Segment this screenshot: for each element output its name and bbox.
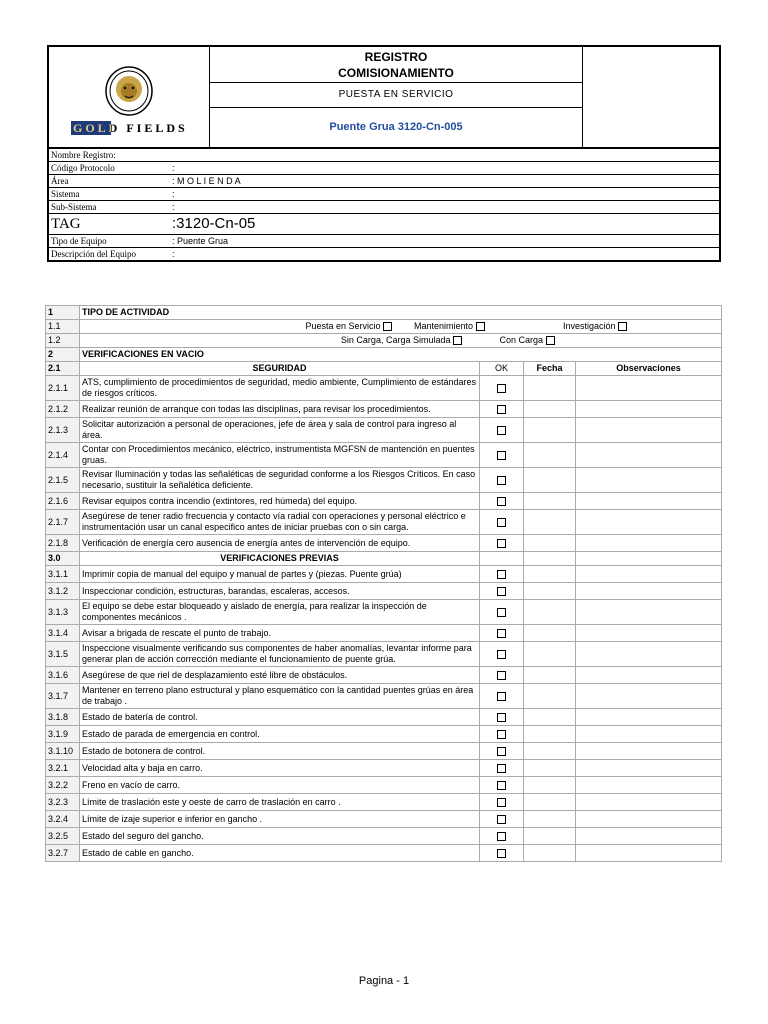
column-header-ok: OK	[480, 362, 524, 376]
fecha-cell[interactable]	[524, 600, 576, 625]
observaciones-cell[interactable]	[576, 376, 722, 401]
ok-cell	[480, 828, 524, 845]
fecha-cell[interactable]	[524, 401, 576, 418]
activity-options-row	[80, 320, 722, 334]
fecha-cell[interactable]	[524, 376, 576, 401]
ok-cell	[480, 667, 524, 684]
ok-checkbox[interactable]	[497, 539, 506, 548]
observaciones-cell[interactable]	[576, 625, 722, 642]
fecha-cell[interactable]	[524, 743, 576, 760]
title-line1: REGISTRO	[364, 49, 428, 64]
checklist-row	[46, 625, 722, 642]
fecha-cell[interactable]	[524, 828, 576, 845]
ok-cell	[480, 684, 524, 709]
checklist	[45, 305, 722, 862]
ok-checkbox[interactable]	[497, 405, 506, 414]
info-label: Sistema	[48, 188, 170, 201]
ok-cell	[480, 443, 524, 468]
info-row	[48, 235, 720, 248]
ok-checkbox[interactable]	[497, 671, 506, 680]
info-label: Área	[48, 175, 170, 188]
observaciones-cell[interactable]	[576, 667, 722, 684]
checklist-row	[46, 376, 722, 401]
item-text: Inspeccione visualmente verificando sus componentes de haber anomalías, levantar informe para generar plan de acción corrección mediante el funcionamiento de puente grúa.	[80, 642, 480, 667]
ok-checkbox[interactable]	[497, 497, 506, 506]
item-number: 3.1.8	[46, 709, 80, 726]
info-table	[47, 149, 721, 262]
ok-cell	[480, 777, 524, 794]
blank-cell	[480, 552, 524, 566]
ok-checkbox[interactable]	[497, 832, 506, 841]
ok-checkbox[interactable]	[497, 747, 506, 756]
item-number: 2.1.2	[46, 401, 80, 418]
info-value[interactable]	[170, 149, 720, 162]
ok-checkbox[interactable]	[497, 476, 506, 485]
item-text: Mantener en terreno plano estructural y plano esquemático con la cantidad puentes grúas en área de trabajo .	[80, 684, 480, 709]
info-value[interactable]: :3120-Cn-05	[170, 214, 720, 235]
fecha-cell[interactable]	[524, 794, 576, 811]
item-text: Inspeccionar condición, estructuras, barandas, escaleras, accesos.	[80, 583, 480, 600]
item-text: Contar con Procedimientos mecánico, eléctrico, instrumentista MGFSN de mantención en puentes gruas.	[80, 443, 480, 468]
ok-cell	[480, 583, 524, 600]
ok-cell	[480, 600, 524, 625]
equipment-name: Puente Grua 3120-Cn-005	[210, 107, 583, 148]
observaciones-cell[interactable]	[576, 443, 722, 468]
logo-text: GOLD FIELDS	[73, 121, 188, 135]
fecha-cell[interactable]	[524, 493, 576, 510]
info-row	[48, 214, 720, 235]
item-text: Realizar reunión de arranque con todas las disciplinas, para revisar los procedimientos.	[80, 401, 480, 418]
row-number: 1.2	[46, 334, 80, 348]
observaciones-cell[interactable]	[576, 684, 722, 709]
ok-cell	[480, 401, 524, 418]
fecha-cell[interactable]	[524, 845, 576, 862]
fecha-cell[interactable]	[524, 535, 576, 552]
fecha-cell[interactable]	[524, 443, 576, 468]
ok-cell	[480, 726, 524, 743]
ok-checkbox[interactable]	[497, 629, 506, 638]
observaciones-cell[interactable]	[576, 709, 722, 726]
info-value[interactable]: :	[170, 201, 720, 214]
checklist-row	[46, 760, 722, 777]
observaciones-cell[interactable]	[576, 418, 722, 443]
info-row	[48, 149, 720, 162]
item-text: Estado de parada de emergencia en control.	[80, 726, 480, 743]
observaciones-cell[interactable]	[576, 600, 722, 625]
checklist-row	[46, 510, 722, 535]
item-text: Revisar Iluminación y todas las señaléticas de seguridad conforme a los Riesgos Críticos. En caso necesario, sustituir la señalética deficiente.	[80, 468, 480, 493]
item-number: 3.2.1	[46, 760, 80, 777]
checklist-row	[46, 709, 722, 726]
info-value[interactable]: : M O L I E N D A	[170, 175, 720, 188]
observaciones-cell[interactable]	[576, 566, 722, 583]
option-label: Mantenimiento	[413, 321, 473, 331]
item-number: 2.1.7	[46, 510, 80, 535]
item-number: 3.1.9	[46, 726, 80, 743]
section-number: 2.1	[46, 362, 80, 376]
ok-checkbox[interactable]	[497, 587, 506, 596]
observaciones-cell[interactable]	[576, 811, 722, 828]
checkbox-puesta-en-servicio[interactable]	[383, 322, 392, 331]
item-number: 3.1.2	[46, 583, 80, 600]
item-number: 2.1.8	[46, 535, 80, 552]
column-header-seguridad: SEGURIDAD	[80, 362, 480, 376]
option-label: Investigación	[562, 321, 616, 331]
fecha-cell[interactable]	[524, 418, 576, 443]
item-text: Revisar equipos contra incendio (extintores, red húmeda) del equipo.	[80, 493, 480, 510]
logo-cell	[48, 46, 210, 148]
column-header-observaciones: Observaciones	[576, 362, 722, 376]
item-number: 3.1.3	[46, 600, 80, 625]
checklist-row	[46, 401, 722, 418]
fecha-cell[interactable]	[524, 684, 576, 709]
fecha-cell[interactable]	[524, 726, 576, 743]
ok-checkbox[interactable]	[497, 713, 506, 722]
ok-checkbox[interactable]	[497, 849, 506, 858]
checklist-row	[46, 418, 722, 443]
page-number: Pagina - 1	[358, 975, 410, 987]
info-label: Código Protocolo	[48, 162, 170, 175]
checklist-table	[45, 305, 722, 862]
fecha-cell[interactable]	[524, 811, 576, 828]
row-number: 1.1	[46, 320, 80, 334]
item-text: Asegúrese de tener radio frecuencia y contacto vía radial con operaciones y personal eléctrico e instrumentación usar un canal especifico antes de iniciar pruebas con o sin carga.	[80, 510, 480, 535]
checklist-row	[46, 583, 722, 600]
item-text: Velocidad alta y baja en carro.	[80, 760, 480, 777]
checklist-row	[46, 667, 722, 684]
item-text: Límite de traslación este y oeste de carro de traslación en carro .	[80, 794, 480, 811]
item-text: Estado de cable en gancho.	[80, 845, 480, 862]
ok-checkbox[interactable]	[497, 426, 506, 435]
fecha-cell[interactable]	[524, 566, 576, 583]
ok-checkbox[interactable]	[497, 692, 506, 701]
info-value[interactable]: : Puente Grua	[170, 235, 720, 248]
item-number: 3.1.1	[46, 566, 80, 583]
option-label: Sin Carga, Carga Simulada	[340, 335, 451, 345]
fecha-cell[interactable]	[524, 667, 576, 684]
item-text: Estado de botonera de control.	[80, 743, 480, 760]
fecha-cell[interactable]	[524, 583, 576, 600]
item-number: 3.2.3	[46, 794, 80, 811]
item-text: Asegúrese de que riel de desplazamiento esté libre de obstáculos.	[80, 667, 480, 684]
ok-checkbox[interactable]	[497, 798, 506, 807]
option-label: Puesta en Servicio	[305, 321, 381, 331]
section-number: 1	[46, 306, 80, 320]
checklist-row	[46, 726, 722, 743]
observaciones-cell[interactable]	[576, 535, 722, 552]
item-number: 3.1.7	[46, 684, 80, 709]
blank-cell	[583, 46, 721, 148]
checklist-row	[46, 828, 722, 845]
item-number: 3.1.4	[46, 625, 80, 642]
load-options-row	[80, 334, 722, 348]
info-label: TAG	[48, 214, 170, 235]
info-value[interactable]: :	[170, 188, 720, 201]
option-label: Con Carga	[499, 335, 543, 345]
ok-cell	[480, 493, 524, 510]
ok-cell	[480, 709, 524, 726]
ok-checkbox[interactable]	[497, 384, 506, 393]
checkbox-investigacion[interactable]	[618, 322, 627, 331]
item-text: Límite de izaje superior e inferior en gancho .	[80, 811, 480, 828]
checklist-row	[46, 535, 722, 552]
item-text: Verificación de energía cero ausencia de energía antes de intervención de equipo.	[80, 535, 480, 552]
checkbox-sin-carga[interactable]	[453, 336, 462, 345]
checklist-row	[46, 642, 722, 667]
ok-checkbox[interactable]	[497, 650, 506, 659]
checkbox-mantenimiento[interactable]	[476, 322, 485, 331]
section-number: 2	[46, 348, 80, 362]
item-number: 3.2.7	[46, 845, 80, 862]
checklist-row	[46, 845, 722, 862]
checklist-row	[46, 777, 722, 794]
ok-cell	[480, 535, 524, 552]
observaciones-cell[interactable]	[576, 493, 722, 510]
checklist-row	[46, 600, 722, 625]
info-row	[48, 175, 720, 188]
ok-cell	[480, 760, 524, 777]
checklist-row	[46, 493, 722, 510]
info-row	[48, 248, 720, 262]
ok-cell	[480, 566, 524, 583]
observaciones-cell[interactable]	[576, 743, 722, 760]
title-cell	[210, 46, 583, 83]
section-number: 3.0	[46, 552, 80, 566]
info-row	[48, 201, 720, 214]
item-number: 2.1.4	[46, 443, 80, 468]
item-number: 2.1.1	[46, 376, 80, 401]
item-text: Avisar a brigada de rescate el punto de trabajo.	[80, 625, 480, 642]
info-row	[48, 162, 720, 175]
info-label: Tipo de Equipo	[48, 235, 170, 248]
blank-cell	[524, 552, 576, 566]
item-number: 3.2.2	[46, 777, 80, 794]
info-value[interactable]: :	[170, 162, 720, 175]
item-number: 2.1.6	[46, 493, 80, 510]
section-title: TIPO DE ACTIVIDAD	[80, 306, 722, 320]
observaciones-cell[interactable]	[576, 777, 722, 794]
observaciones-cell[interactable]	[576, 468, 722, 493]
observaciones-cell[interactable]	[576, 845, 722, 862]
ok-cell	[480, 743, 524, 760]
observaciones-cell[interactable]	[576, 726, 722, 743]
column-header-fecha: Fecha	[524, 362, 576, 376]
ok-cell	[480, 468, 524, 493]
fecha-cell[interactable]	[524, 760, 576, 777]
item-number: 2.1.3	[46, 418, 80, 443]
observaciones-cell[interactable]	[576, 583, 722, 600]
ok-checkbox[interactable]	[497, 730, 506, 739]
item-text: Estado del seguro del gancho.	[80, 828, 480, 845]
observaciones-cell[interactable]	[576, 510, 722, 535]
fecha-cell[interactable]	[524, 709, 576, 726]
info-value[interactable]: :	[170, 248, 720, 262]
observaciones-cell[interactable]	[576, 401, 722, 418]
info-label: Sub-Sistema	[48, 201, 170, 214]
ok-checkbox[interactable]	[497, 518, 506, 527]
ok-cell	[480, 794, 524, 811]
info-row	[48, 188, 720, 201]
ok-checkbox[interactable]	[497, 815, 506, 824]
info-label: Nombre Registro:	[48, 149, 170, 162]
item-text: El equipo se debe estar bloqueado y aislado de energía, para realizar la inspección de componentes mecánicos .	[80, 600, 480, 625]
fecha-cell[interactable]	[524, 777, 576, 794]
ok-cell	[480, 376, 524, 401]
item-text: Imprimir copia de manual del equipo y manual de partes y (piezas. Puente grúa)	[80, 566, 480, 583]
info-label: Descripción del Equipo	[48, 248, 170, 262]
item-number: 3.1.5	[46, 642, 80, 667]
checklist-row	[46, 566, 722, 583]
title-line2: COMISIONAMIENTO	[338, 65, 454, 80]
checkbox-con-carga[interactable]	[546, 336, 555, 345]
checklist-row	[46, 684, 722, 709]
item-number: 3.2.5	[46, 828, 80, 845]
item-number: 3.1.6	[46, 667, 80, 684]
checklist-row	[46, 811, 722, 828]
item-text: ATS, cumplimiento de procedimientos de seguridad, medio ambiente, Cumplimiento de estándares de riesgos críticos.	[80, 376, 480, 401]
item-number: 3.2.4	[46, 811, 80, 828]
item-text: Estado de batería de control.	[80, 709, 480, 726]
fecha-cell[interactable]	[524, 642, 576, 667]
ok-checkbox[interactable]	[497, 764, 506, 773]
checklist-row	[46, 468, 722, 493]
section-title: VERIFICACIONES EN VACIO	[80, 348, 722, 362]
ok-cell	[480, 811, 524, 828]
ok-checkbox[interactable]	[497, 451, 506, 460]
observaciones-cell[interactable]	[576, 760, 722, 777]
ok-checkbox[interactable]	[497, 570, 506, 579]
ok-cell	[480, 642, 524, 667]
ok-cell	[480, 625, 524, 642]
subtitle: PUESTA EN SERVICIO	[210, 83, 583, 107]
checklist-row	[46, 743, 722, 760]
observaciones-cell[interactable]	[576, 794, 722, 811]
checklist-row	[46, 443, 722, 468]
ok-cell	[480, 418, 524, 443]
item-number: 3.1.10	[46, 743, 80, 760]
ok-cell	[480, 510, 524, 535]
observaciones-cell[interactable]	[576, 828, 722, 845]
item-text: Freno en vacío de carro.	[80, 777, 480, 794]
document-header	[47, 45, 721, 282]
ok-checkbox[interactable]	[497, 608, 506, 617]
item-text: Solicitar autorización a personal de operaciones, jefe de área y sala de control para ingreso al área.	[80, 418, 480, 443]
blank-cell	[576, 552, 722, 566]
section-title: VERIFICACIONES PREVIAS	[80, 552, 480, 566]
item-number: 2.1.5	[46, 468, 80, 493]
observaciones-cell[interactable]	[576, 642, 722, 667]
fecha-cell[interactable]	[524, 468, 576, 493]
header-table	[47, 45, 721, 149]
checklist-row	[46, 794, 722, 811]
fecha-cell[interactable]	[524, 625, 576, 642]
ok-cell	[480, 845, 524, 862]
ok-checkbox[interactable]	[497, 781, 506, 790]
fecha-cell[interactable]	[524, 510, 576, 535]
section-row	[46, 552, 722, 566]
